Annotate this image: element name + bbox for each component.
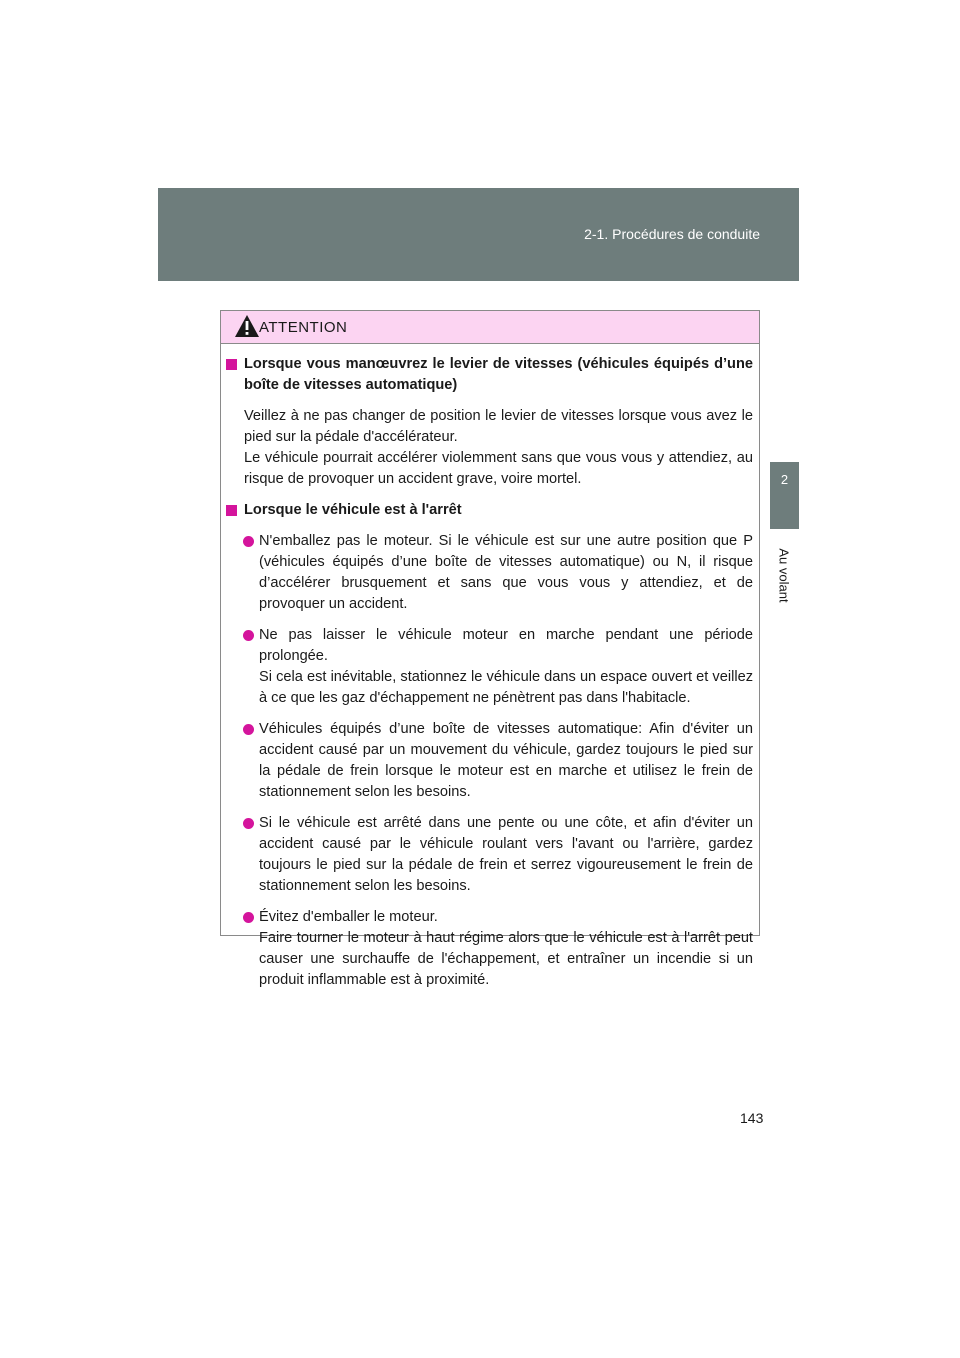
round-bullet-icon (243, 818, 254, 829)
list-item-text: Si cela est inévitable, stationnez le véhicule dans un espace ouvert et veillez à ce que les gaz d'échappement ne pénètrent pas dans l'habitacle. (259, 669, 753, 706)
square-bullet-icon (226, 505, 237, 516)
paragraph-line: Le véhicule pourrait accélérer violemment sans que vous vous y attendiez, au risque de provoquer un accident grave, voire mortel. (244, 450, 753, 487)
section-paragraph (226, 406, 753, 490)
list-item-text: Faire tourner le moteur à haut régime alors que le véhicule est à l'arrêt peut causer une surchauffe de l'échappement, et entraîner un incendie si un produit inflammable est à proximité. (259, 930, 753, 988)
section-heading-text: Lorsque le véhicule est à l'arrêt (244, 502, 462, 518)
warning-content (221, 344, 759, 991)
warning-triangle-icon (234, 314, 260, 338)
page-number: 143 (740, 1110, 764, 1126)
list-item-text: Véhicules équipés d’une boîte de vitesses automatique: Afin d'éviter un accident causé par un mouvement du véhicule, gardez toujours le pied sur la pédale de frein lorsque le moteur est en marche et utilisez le frein de stationnement selon les besoins. (259, 721, 753, 800)
list-item (226, 719, 753, 803)
round-bullet-icon (243, 630, 254, 641)
section-heading-text: Lorsque vous manœuvrez le levier de vitesses (véhicules équipés d’une boîte de vitesses automatique) (244, 356, 753, 393)
list-item (226, 625, 753, 709)
round-bullet-icon (243, 912, 254, 923)
square-bullet-icon (226, 359, 237, 370)
chapter-header-band (158, 188, 799, 281)
list-item (226, 907, 753, 991)
list-item-text: Si le véhicule est arrêté dans une pente ou une côte, et afin d'éviter un accident causé par le véhicule roulant vers l'avant ou l'arrière, gardez toujours le pied sur la pédale de frein et serrez vigoureusement le frein de stationnement selon les besoins. (259, 815, 753, 894)
paragraph-line: Veillez à ne pas changer de position le levier de vitesses lorsque vous avez le pied sur la pédale d'accélérateur. (244, 408, 753, 445)
list-item-text: N'emballez pas le moteur. Si le véhicule est sur une autre position que P (véhicules équipés d’une boîte de vitesses automatique) ou N, il risque d’accélérer brusquement et sans que vous vous y attendiez, et de provoquer un accident. (259, 533, 753, 612)
list-item-text: Évitez d'emballer le moteur. (259, 909, 438, 925)
chapter-title: 2-1. Procédures de conduite (584, 226, 760, 242)
warning-header (221, 311, 759, 344)
round-bullet-icon (243, 536, 254, 547)
list-item-text: Ne pas laisser le véhicule moteur en marche pendant une période prolongée. (259, 627, 753, 664)
list-item (226, 531, 753, 615)
chapter-side-tab (770, 462, 799, 529)
round-bullet-icon (243, 724, 254, 735)
section-heading-stopped (226, 500, 753, 521)
warning-box (220, 310, 760, 988)
section-heading-shift-lever (226, 354, 753, 396)
list-item (226, 813, 753, 897)
warning-title: ATTENTION (259, 319, 348, 336)
chapter-number: 2 (780, 472, 789, 487)
chapter-side-label: Au volant (776, 548, 792, 603)
